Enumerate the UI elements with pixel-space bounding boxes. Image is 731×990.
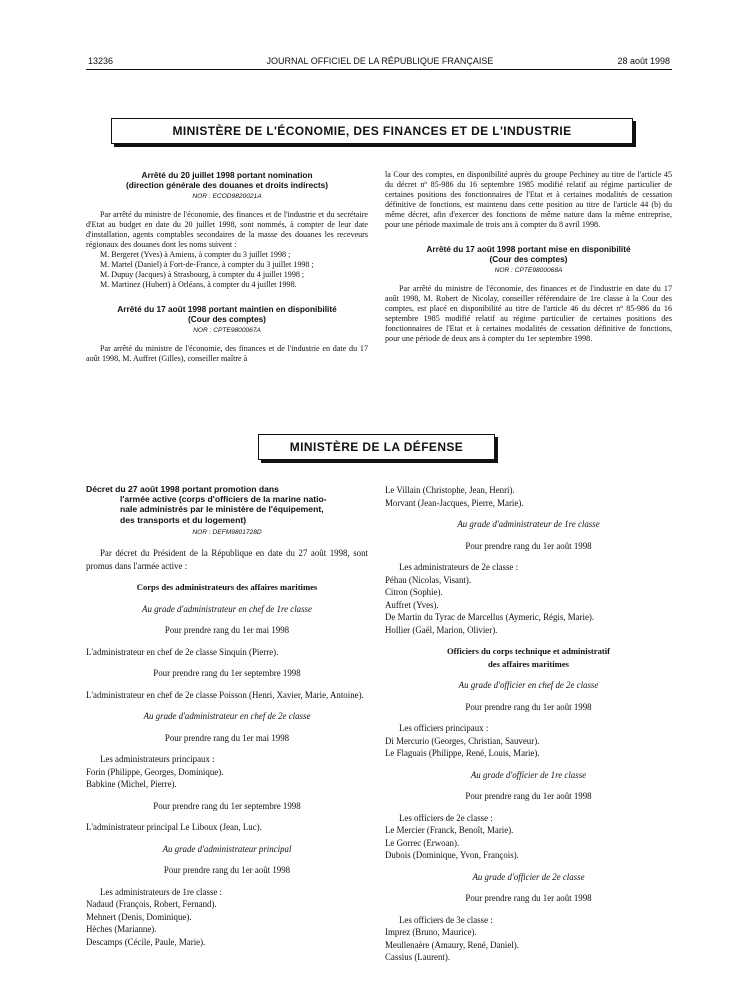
list-item: M. Bergeret (Yves) à Amiens, à compter du 3 juillet 1998 ; <box>100 250 291 259</box>
section-heading: Officiers du corps technique et administratif des affaires maritimes <box>446 646 611 669</box>
lead-line: Les officiers de 3e classe : <box>399 914 493 925</box>
rank-line: Pour prendre rang du 1er août 1998 <box>163 865 291 876</box>
list-item: M. Dupuy (Jacques) à Strasbourg, à compter du 4 juillet 1998 ; <box>100 270 305 279</box>
page-number: 13236 <box>88 56 114 66</box>
paragraph: la Cour des comptes, en disponibilité auprès du groupe Pechiney au titre de l'article 45 du décret nº 85-986 du 16 septembre 1985 modifié relatif au régime particulier de certaines positions des fonctionnaires de l'Etat et à certaines modalités de cessation définitive de fonctions, est maintenu dans cette position au titre de l'article 44 (b) du même décret, afin d'exercer des fonctions de même nature dans la même entreprise, pour une période maximale de trois ans à compter du 8 avril 1998. <box>385 170 672 229</box>
rank-line: Pour prendre rang du 1er août 1998 <box>465 893 592 903</box>
name-entry: Mehnert (Denis, Dominique). <box>86 911 192 922</box>
lead-line: Les officiers de 2e classe : <box>399 812 493 823</box>
grade-heading: Au grade d'administrateur en chef de 1re classe <box>142 603 312 614</box>
economy-left-column <box>86 170 368 364</box>
grade-heading: Au grade d'officier de 1re classe <box>470 769 587 780</box>
rank-line: Pour prendre rang du 1er août 1998 <box>465 701 592 712</box>
name-entry: Morvant (Jean-Jacques, Pierre, Marie). <box>385 497 524 508</box>
header-rule <box>86 69 672 70</box>
rank-line: Pour prendre rang du 1er septembre 1998 <box>153 800 301 811</box>
list-item: M. Martel (Daniel) à Fort-de-France, à compter du 3 juillet 1998 ; <box>100 260 314 269</box>
decree-disponibilite-title: Arrêté du 17 août 1998 portant mise en disponibilité (Cour des comptes) <box>426 244 631 264</box>
economy-right-column <box>385 170 672 344</box>
name-entry: Hèches (Marianne). <box>86 924 157 935</box>
lead-line: Les administrateurs de 1re classe : <box>100 886 222 897</box>
nor-reference: NOR : ECOD9820021A <box>192 193 262 200</box>
paragraph: Par arrêté du ministre de l'économie, des finances et de l'industrie en date du 17 août 1998, M. Auffret (Gilles), conseiller maître à <box>86 344 368 363</box>
ministry-defense-title: MINISTÈRE DE LA DÉFENSE <box>258 434 495 460</box>
rank-line: Pour prendre rang du 1er août 1998 <box>465 540 592 551</box>
issue-date: 28 août 1998 <box>617 56 670 66</box>
name-entry: Imprez (Bruno, Maurice). <box>385 927 477 937</box>
grade-heading: Au grade d'officier en chef de 2e classe <box>458 680 599 690</box>
grade-heading: Au grade d'administrateur de 1re classe <box>457 519 600 529</box>
rank-line: Pour prendre rang du 1er août 1998 <box>465 791 592 801</box>
name-entry: Babkine (Michel, Pierre). <box>86 779 177 790</box>
name-entry: Auffret (Yves). <box>385 599 439 610</box>
name-entry: Di Mercurio (Georges, Christian, Sauveur). <box>385 735 540 746</box>
nor-reference: NOR : CPTE9800068A <box>494 267 563 274</box>
name-entry: Péhau (Nicolas, Visant). <box>385 574 472 585</box>
decree-promotion-title: Décret du 27 août 1998 portant promotion dans l'armée active (corps d'officiers de la marine natio- nale administrés par le ministère de l'équipement, des transports et du logement) <box>86 484 327 525</box>
lead-line: Les administrateurs principaux : <box>100 754 215 765</box>
rank-line: Pour prendre rang du 1er septembre 1998 <box>153 668 301 679</box>
name-entry: Le Gorrec (Erwoan). <box>385 837 460 848</box>
rank-line: Pour prendre rang du 1er mai 1998 <box>164 625 290 636</box>
ministry-economy-title: MINISTÈRE DE L'ÉCONOMIE, DES FINANCES ET DE L'INDUSTRIE <box>111 118 633 144</box>
paragraph: Par arrêté du ministre de l'économie, des finances et de l'industrie et du secrétaire d'Etat au budget en date du 20 juillet 1998, sont nommés, à compter de leur date d'installation, agents comptables secondaires de la masse des douanes les receveurs régionaux des douanes dont les noms suivent : <box>86 210 368 249</box>
list <box>86 250 368 290</box>
defense-right-column <box>385 484 672 964</box>
promotion-entry: L'administrateur en chef de 2e classe Poisson (Henri, Xavier, Marie, Antoine). <box>86 689 364 700</box>
name-entry: Cassius (Laurent). <box>385 952 451 962</box>
name-entry: Dubois (Dominique, Yvon, François). <box>385 850 519 860</box>
lead-line: Les officiers principaux : <box>399 723 489 733</box>
decree-nomination-title: Arrêté du 20 juillet 1998 portant nomination (direction générale des douanes et droits indirects) <box>126 170 328 190</box>
promotion-entry: L'administrateur principal Le Liboux (Jean, Luc). <box>86 822 262 833</box>
name-entry: Descamps (Cécile, Paule, Marie). <box>86 936 206 947</box>
name-entry: Le Mercier (Franck, Benoît, Marie). <box>385 825 514 835</box>
name-entry: Forin (Philippe, Georges, Dominique). <box>86 766 224 777</box>
section-heading: Corps des administrateurs des affaires maritimes <box>136 582 318 593</box>
name-entry: Hollier (Gaël, Marion, Olivier). <box>385 624 498 635</box>
grade-heading: Au grade d'administrateur en chef de 2e classe <box>143 711 311 722</box>
name-entry: Le Flaguais (Philippe, René, Louis, Marie). <box>385 748 540 758</box>
decree-maintien-title: Arrêté du 17 août 1998 portant maintien en disponibilité (Cour des comptes) <box>117 304 337 324</box>
paragraph: Par arrêté du ministre de l'économie, des finances et de l'industrie en date du 17 août 1998, M. Robert de Nicolay, conseiller référendaire de 1re classe à la Cour des comptes, est placé en disponibilité au titre de l'article 46 du décret nº 85-986 du 16 septembre 1985 modifié relatif au régime particulier de certaines positions des fonctionnaires de l'Etat et à certaines modalités de cessation définitive de fonctions, pour une période de deux ans à compter du 1er septembre 1998. <box>385 284 672 343</box>
list-item: M. Martinez (Hubert) à Orléans, à compter du 4 juillet 1998. <box>100 280 297 289</box>
promotion-entry: L'administrateur en chef de 2e classe Sinquin (Pierre). <box>86 646 279 657</box>
name-entry: Le Villain (Christophe, Jean, Henri). <box>385 485 515 495</box>
name-entry: Citron (Sophie). <box>385 587 443 597</box>
name-entry: De Martin du Tyrac de Marcellus (Aymeric, Régis, Marie). <box>385 612 595 622</box>
nor-reference: NOR : DEFM9801728D <box>192 528 262 536</box>
rank-line: Pour prendre rang du 1er mai 1998 <box>164 732 290 743</box>
lead-line: Les administrateurs de 2e classe : <box>399 562 519 572</box>
paragraph: Par décret du Président de la République en date du 27 août 1998, sont promus dans l'armée active : <box>86 548 368 571</box>
grade-heading: Au grade d'officier de 2e classe <box>472 871 585 882</box>
journal-title: JOURNAL OFFICIEL DE LA RÉPUBLIQUE FRANÇAISE <box>266 56 494 66</box>
name-entry: Meullenaère (Amaury, René, Daniel). <box>385 939 519 950</box>
name-entry: Nadaud (François, Robert, Fernand). <box>86 899 217 910</box>
grade-heading: Au grade d'administrateur principal <box>162 843 292 854</box>
defense-left-column <box>86 484 368 948</box>
nor-reference: NOR : CPTE9800067A <box>193 327 261 334</box>
